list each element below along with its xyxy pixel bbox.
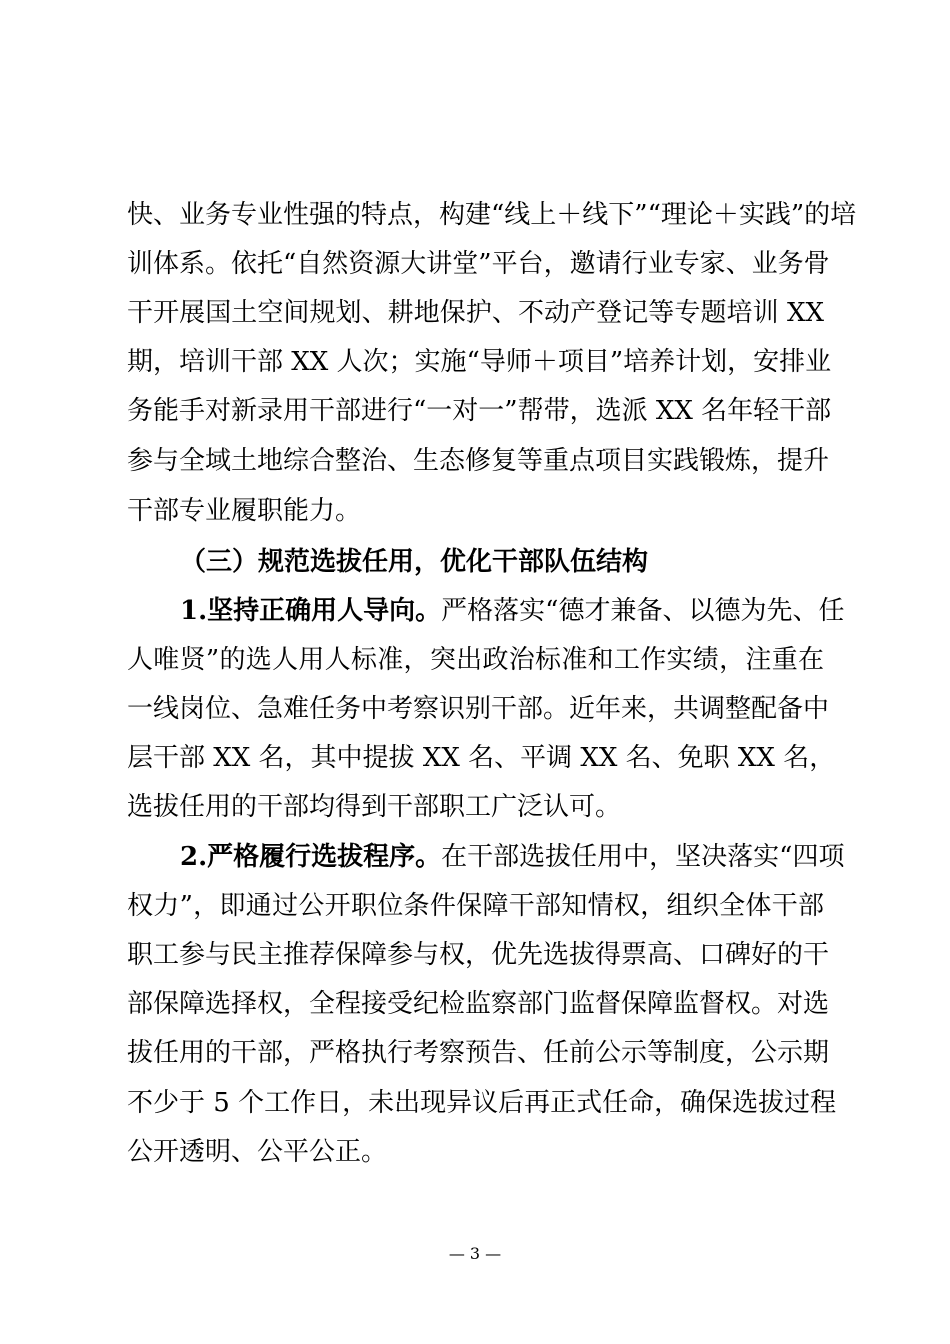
line-text: 人唯贤”的选人用人标准，突出政治标准和工作实绩，注重在: [127, 645, 824, 675]
page-number: — 3 —: [448, 1244, 502, 1263]
text-line: [180, 842, 845, 872]
line-text: 务能手对新录用干部进行“一对一”帮带，选派 XX 名年轻干部: [127, 396, 832, 426]
text-line: [127, 396, 832, 426]
line-text: 职工参与民主推荐保障参与权，优先选拔得票高、口碑好的干: [127, 940, 830, 970]
text-line: [127, 496, 824, 526]
text-line: [127, 347, 832, 377]
text-line: [127, 645, 824, 675]
text-line: [180, 596, 845, 626]
text-line: [127, 446, 830, 476]
line-text: 参与全域土地综合整治、生态修复等重点项目实践锻炼，提升: [127, 446, 830, 476]
line-text: 严格落实“德才兼备、以德为先、任: [441, 596, 845, 626]
line-text: 期，培训干部 XX 人次；实施“导师＋项目”培养计划，安排业: [127, 347, 832, 377]
text-line: [127, 298, 824, 328]
line-text: 一线岗位、急难任务中考察识别干部。近年来，共调整配备中: [127, 694, 830, 724]
section-heading: [180, 547, 877, 577]
line-text: 干部专业履职能力。: [127, 496, 362, 526]
text-line: [127, 200, 857, 230]
line-text: 不少于 5 个工作日，未出现异议后再正式任命，确保选拔过程: [127, 1088, 837, 1118]
text-line: [127, 891, 824, 921]
line-text: 干开展国土空间规划、耕地保护、不动产登记等专题培训 XX: [127, 298, 824, 328]
text-line: [127, 989, 830, 1019]
item-lead-in: 2.严格履行选拔程序。: [180, 842, 442, 872]
line-text: 拔任用的干部，严格执行考察预告、任前公示等制度，公示期: [127, 1038, 830, 1068]
line-text: （三）规范选拔任用，优化干部队伍结构: [180, 547, 649, 577]
line-text: 公开透明、公平公正。: [127, 1137, 388, 1167]
text-line: [127, 694, 830, 724]
line-text: 部保障选择权，全程接受纪检监察部门监督保障监督权。对选: [127, 989, 830, 1019]
line-text: 训体系。依托“自然资源大讲堂”平台，邀请行业专家、业务骨: [127, 249, 830, 279]
line-text: 权力”，即通过公开职位条件保障干部知情权，组织全体干部: [127, 891, 824, 921]
text-line: [127, 249, 830, 279]
text-line: [127, 792, 824, 822]
line-text: 选拔任用的干部均得到干部职工广泛认可。: [127, 792, 622, 822]
text-line: [127, 743, 836, 773]
text-line: [127, 1038, 830, 1068]
item-lead-in: 1.坚持正确用人导向。: [180, 596, 442, 626]
text-line: [127, 940, 830, 970]
line-text: 快、业务专业性强的特点，构建“线上＋线下”“理论＋实践”的培: [127, 200, 857, 230]
text-line: [127, 1137, 824, 1167]
line-text: 层干部 XX 名，其中提拔 XX 名、平调 XX 名、免职 XX 名，: [127, 743, 836, 773]
line-text: 在干部选拔任用中，坚决落实“四项: [441, 842, 845, 872]
text-line: [127, 1088, 837, 1118]
